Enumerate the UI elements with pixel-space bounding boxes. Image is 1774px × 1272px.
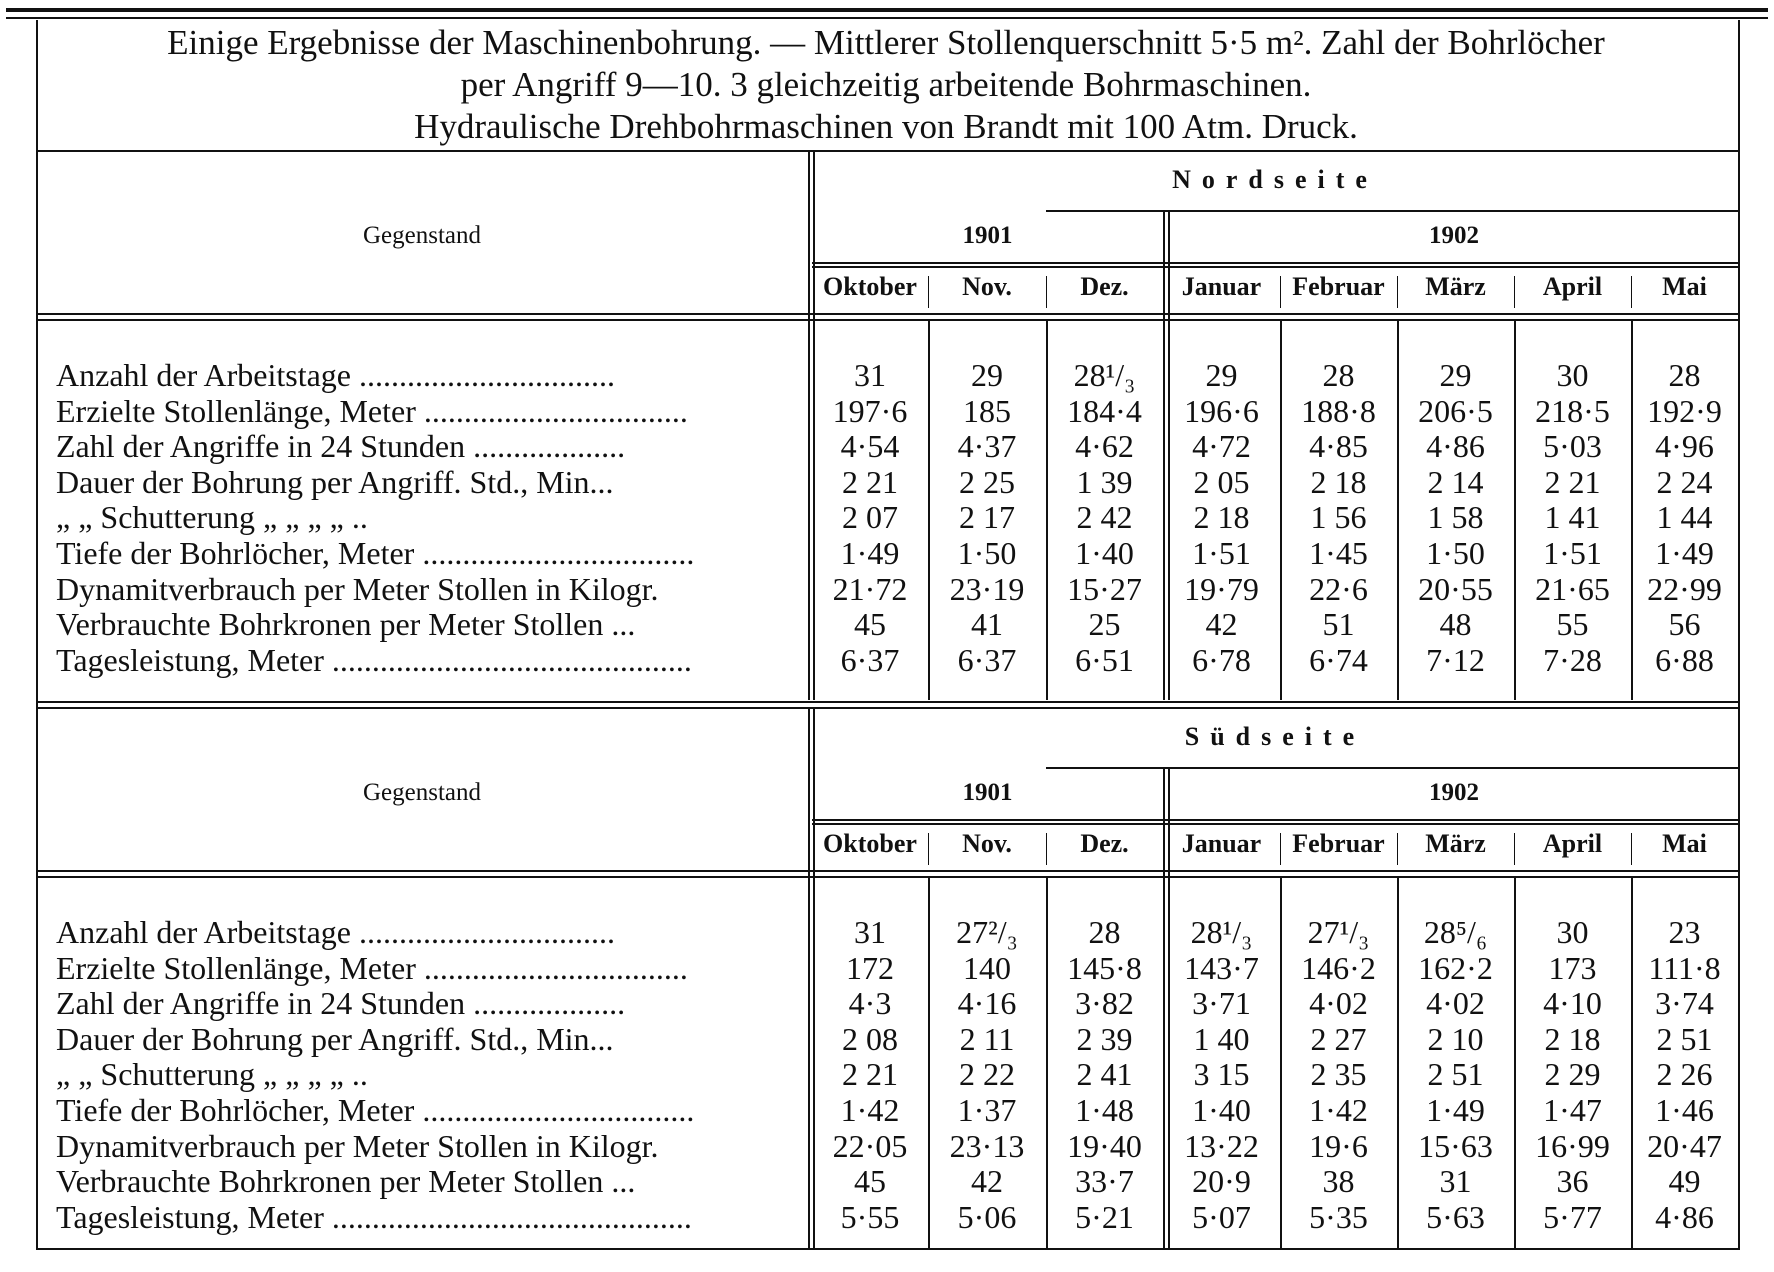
- table-cell: 2 22: [959, 1056, 1015, 1093]
- table-cell: 2 18: [1544, 1020, 1601, 1057]
- table-cell: 1·46: [1655, 1092, 1714, 1128]
- row-label: Dauer der Bohrung per Angriff. Std., Min...: [56, 463, 614, 500]
- year-1901: 1901: [962, 779, 1013, 806]
- month-header: Mai: [1662, 829, 1707, 858]
- table-cell: 28¹/₃: [1073, 357, 1136, 393]
- table-cell: 1 39: [1076, 463, 1133, 500]
- year-rule: [812, 262, 1738, 264]
- row-label: Tagesleistung, Meter .............................................: [56, 641, 692, 678]
- table-cell: 4·37: [957, 428, 1017, 465]
- table-cell: 1·50: [957, 535, 1017, 571]
- table-cell: 28: [1668, 357, 1701, 393]
- table-cell: 1·49: [1655, 535, 1714, 571]
- header-rule-bottom: [36, 870, 1738, 872]
- table-cell: 41: [971, 606, 1003, 643]
- table-cell: 172: [846, 949, 894, 986]
- month-header: März: [1425, 272, 1486, 301]
- month-header: April: [1542, 272, 1603, 301]
- table-cell: 143·7: [1184, 949, 1259, 986]
- table-cell: 2 27: [1310, 1020, 1367, 1057]
- table-cell: 2 26: [1656, 1056, 1713, 1093]
- table-cell: 5·06: [957, 1198, 1017, 1235]
- table-cell: 5·03: [1543, 428, 1602, 465]
- table-cell: 51: [1322, 606, 1355, 643]
- table-cell: 2 21: [1544, 463, 1601, 500]
- row-label: Tiefe der Bohrlöcher, Meter ..................................: [56, 1092, 695, 1128]
- table-cell: 16·99: [1535, 1127, 1610, 1164]
- table-cell: 4·72: [1192, 428, 1251, 465]
- table-cell: 2 41: [1076, 1056, 1133, 1093]
- table-cell: 1 56: [1310, 499, 1367, 536]
- table-cell: 2 21: [842, 1056, 898, 1093]
- table-cell: 2 24: [1656, 463, 1713, 500]
- table-cell: 19·6: [1309, 1127, 1368, 1164]
- table-cell: 15·27: [1067, 570, 1142, 607]
- table-cell: 1·42: [840, 1092, 900, 1128]
- table-cell: 173: [1548, 949, 1597, 986]
- month-header: März: [1425, 829, 1486, 858]
- table-cell: 20·9: [1192, 1163, 1251, 1200]
- table-cell: 28¹/₃: [1190, 914, 1253, 950]
- table-cell: 28: [1088, 914, 1121, 950]
- table-cell: 2 25: [959, 463, 1015, 500]
- table-cell: 1·47: [1543, 1092, 1602, 1128]
- row-label: Verbrauchte Bohrkronen per Meter Stollen ...: [56, 606, 636, 643]
- table-cell: 31: [1439, 1163, 1472, 1200]
- table-cell: 3·82: [1075, 985, 1134, 1022]
- header-rule-bottom-2: [36, 876, 1738, 878]
- table-cell: 31: [854, 357, 886, 393]
- header-rule-bottom-2: [36, 319, 1738, 321]
- top-rule: [6, 8, 1768, 12]
- month-header: Dez.: [1080, 829, 1129, 858]
- table-title: [36, 22, 1736, 148]
- table-cell: 28: [1322, 357, 1355, 393]
- row-label: Erzielte Stollenlänge, Meter .................................: [56, 392, 688, 429]
- gegenstand-header: Gegenstand: [362, 779, 482, 806]
- title-line-2: per Angriff 9—10. 3 gleichzeitig arbeitende Bohrmaschinen.: [460, 65, 1312, 104]
- table-cell: 27²/₃: [956, 914, 1018, 950]
- table-cell: 4·16: [957, 985, 1017, 1022]
- month-header: Dez.: [1080, 272, 1129, 301]
- year-1902: 1902: [1429, 779, 1479, 806]
- table-cell: 6·37: [957, 641, 1017, 678]
- table-cell: 38: [1322, 1163, 1355, 1200]
- table-cell: 1·51: [1192, 535, 1251, 571]
- side-rule: [1046, 210, 1738, 212]
- side-rule: [1046, 767, 1738, 769]
- table-cell: 31: [854, 914, 886, 950]
- table-cell: 48: [1439, 606, 1472, 643]
- table-cell: 23·13: [949, 1127, 1025, 1164]
- month-header: Oktober: [823, 272, 917, 301]
- row-label: Tiefe der Bohrlöcher, Meter ..................................: [56, 535, 695, 571]
- year-1902: 1902: [1429, 222, 1479, 249]
- gegenstand-header: Gegenstand: [362, 222, 482, 249]
- table-cell: 4·62: [1075, 428, 1134, 465]
- table-cell: 2 51: [1656, 1020, 1713, 1057]
- month-header: Oktober: [823, 829, 917, 858]
- table-cell: 1·45: [1309, 535, 1368, 571]
- table-cell: 1·40: [1075, 535, 1134, 571]
- table-cell: 20·47: [1647, 1127, 1722, 1164]
- table-cell: 6·74: [1309, 641, 1368, 678]
- table-cell: 42: [971, 1163, 1003, 1200]
- table-cell: 29: [971, 357, 1003, 393]
- table-cell: 6·88: [1655, 641, 1714, 678]
- table-cell: 7·12: [1426, 641, 1485, 678]
- table-cell: 6·37: [840, 641, 900, 678]
- label-col-rule: [808, 707, 810, 1250]
- table-cell: 1·51: [1543, 535, 1602, 571]
- section-rule-top: [36, 707, 1738, 709]
- table-cell: 1·49: [840, 535, 900, 571]
- row-label: Erzielte Stollenlänge, Meter .................................: [56, 949, 688, 986]
- row-label: Anzahl der Arbeitstage ................................: [56, 357, 615, 393]
- table-cell: 2 07: [842, 499, 898, 536]
- table-cell: 188·8: [1301, 392, 1376, 429]
- table-cell: 23·19: [949, 570, 1025, 607]
- section-rule-top-2: [36, 701, 1738, 703]
- table-cell: 1·50: [1426, 535, 1485, 571]
- year-rule: [812, 819, 1738, 821]
- table-cell: 29: [1439, 357, 1472, 393]
- row-label: Zahl der Angriffe in 24 Stunden ...................: [56, 428, 626, 465]
- table-cell: 5·77: [1543, 1198, 1602, 1235]
- table-cell: 2 08: [842, 1020, 898, 1057]
- month-header: Nov.: [962, 829, 1012, 858]
- table-cell: 145·8: [1067, 949, 1142, 986]
- table-cell: 28⁵/₆: [1423, 914, 1488, 950]
- table-cell: 55: [1556, 606, 1589, 643]
- label-col-rule: [808, 150, 810, 700]
- table-cell: 21·72: [832, 570, 908, 607]
- row-label: „ „ Schutterung „ „ „ „ ..: [56, 499, 368, 536]
- table-cell: 146·2: [1301, 949, 1376, 986]
- month-header: Januar: [1181, 272, 1262, 301]
- table-cell: 4·54: [840, 428, 900, 465]
- side-header: Südseite: [1184, 722, 1366, 751]
- table-cell: 3·71: [1192, 985, 1251, 1022]
- row-label: Zahl der Angriffe in 24 Stunden ...................: [56, 985, 626, 1022]
- month-header: Februar: [1292, 829, 1385, 858]
- top-rule-thin: [6, 17, 1768, 19]
- table-cell: 33·7: [1075, 1163, 1134, 1200]
- table-cell: 196·6: [1184, 392, 1259, 429]
- row-label: Verbrauchte Bohrkronen per Meter Stollen ...: [56, 1163, 636, 1200]
- table-cell: 56: [1668, 606, 1701, 643]
- table-cell: 25: [1088, 606, 1121, 643]
- table-cell: 5·63: [1426, 1198, 1485, 1235]
- table-cell: 3 15: [1193, 1056, 1250, 1093]
- month-header: Januar: [1181, 829, 1262, 858]
- table-cell: 6·51: [1075, 641, 1134, 678]
- table-cell: 36: [1556, 1163, 1589, 1200]
- table-cell: 49: [1668, 1163, 1701, 1200]
- month-header: Februar: [1292, 272, 1385, 301]
- table-cell: 185: [963, 392, 1011, 429]
- table-cell: 2 29: [1544, 1056, 1601, 1093]
- table-cell: 5·21: [1075, 1198, 1134, 1235]
- table-cell: 15·63: [1418, 1127, 1493, 1164]
- title-line-1: Einige Ergebnisse der Maschinenbohrung. — Mittlerer Stollenquerschnitt 5·5 m². Zahl der Bohrlöcher: [167, 23, 1605, 62]
- table-cell: 5·35: [1309, 1198, 1368, 1235]
- table-cell: 23: [1668, 914, 1701, 950]
- table-cell: 1·37: [957, 1092, 1017, 1128]
- row-label: „ „ Schutterung „ „ „ „ ..: [56, 1056, 368, 1093]
- table-cell: 2 10: [1427, 1020, 1484, 1057]
- table-cell: 206·5: [1418, 392, 1493, 429]
- table-cell: 20·55: [1418, 570, 1493, 607]
- table-cell: 4·10: [1543, 985, 1602, 1022]
- table-cell: 2 39: [1076, 1020, 1133, 1057]
- row-label: Tagesleistung, Meter .............................................: [56, 1198, 692, 1235]
- table-cell: 1 44: [1656, 499, 1713, 536]
- table-cell: 2 18: [1193, 499, 1250, 536]
- table-cell: 2 17: [959, 499, 1015, 536]
- table-cell: 4·85: [1309, 428, 1368, 465]
- table-cell: 4·96: [1655, 428, 1714, 465]
- side-header: Nordseite: [1172, 165, 1378, 194]
- table-cell: 1·42: [1309, 1092, 1368, 1128]
- row-label: Dynamitverbrauch per Meter Stollen in Kilogr.: [56, 1127, 659, 1164]
- table-cell: 140: [963, 949, 1011, 986]
- table-cell: 7·28: [1543, 641, 1602, 678]
- table-cell: 27¹/₃: [1307, 914, 1370, 950]
- table-cell: 5·55: [840, 1198, 900, 1235]
- table-cell: 2 11: [959, 1020, 1015, 1057]
- table-cell: 4·3: [848, 985, 892, 1022]
- section-rule-top: [36, 150, 1738, 152]
- table-cell: 22·99: [1647, 570, 1722, 607]
- table-cell: 30: [1556, 357, 1589, 393]
- table-cell: 45: [854, 606, 886, 643]
- month-header: April: [1542, 829, 1603, 858]
- table-cell: 111·8: [1648, 949, 1721, 986]
- table-cell: 45: [854, 1163, 886, 1200]
- table-cell: 4·86: [1426, 428, 1485, 465]
- table-cell: 13·22: [1184, 1127, 1259, 1164]
- table-cell: 42: [1205, 606, 1238, 643]
- table-cell: 6·78: [1192, 641, 1251, 678]
- table-cell: 30: [1556, 914, 1589, 950]
- table-cell: 218·5: [1535, 392, 1610, 429]
- table-cell: 197·6: [832, 392, 908, 429]
- table-cell: 2 18: [1310, 463, 1367, 500]
- month-header: Nov.: [962, 272, 1012, 301]
- table-cell: 1 58: [1427, 499, 1484, 536]
- table-cell: 2 35: [1310, 1056, 1367, 1093]
- table-cell: 192·9: [1647, 392, 1722, 429]
- table-cell: 2 05: [1193, 463, 1250, 500]
- table-cell: 5·07: [1192, 1198, 1251, 1235]
- table-cell: 162·2: [1418, 949, 1493, 986]
- table-cell: 1·48: [1075, 1092, 1134, 1128]
- table-cell: 4·02: [1426, 985, 1485, 1022]
- row-label: Dauer der Bohrung per Angriff. Std., Min...: [56, 1020, 614, 1057]
- table-cell: 2 51: [1427, 1056, 1484, 1093]
- row-label: Anzahl der Arbeitstage ................................: [56, 914, 615, 950]
- year-rule-2: [812, 823, 1738, 825]
- table-cell: 22·05: [832, 1127, 908, 1164]
- table-cell: 21·65: [1535, 570, 1610, 607]
- table-cell: 4·86: [1655, 1198, 1714, 1235]
- table-cell: 19·40: [1067, 1127, 1142, 1164]
- table-cell: 1 41: [1544, 499, 1601, 536]
- table-cell: 4·02: [1309, 985, 1368, 1022]
- table-cell: 1 40: [1193, 1020, 1250, 1057]
- table-cell: 2 42: [1076, 499, 1133, 536]
- table-cell: 19·79: [1184, 570, 1259, 607]
- year-1901: 1901: [962, 222, 1013, 249]
- header-rule-bottom: [36, 313, 1738, 315]
- table-cell: 1·49: [1426, 1092, 1485, 1128]
- table-cell: 22·6: [1309, 570, 1368, 607]
- table-cell: 29: [1205, 357, 1238, 393]
- month-header: Mai: [1662, 272, 1707, 301]
- title-line-3: Hydraulische Drehbohrmaschinen von Brandt mit 100 Atm. Druck.: [414, 107, 1358, 146]
- table-cell: 2 14: [1427, 463, 1484, 500]
- table-cell: 1·40: [1192, 1092, 1251, 1128]
- table-cell: 3·74: [1655, 985, 1714, 1022]
- table-cell: 2 21: [842, 463, 898, 500]
- row-label: Dynamitverbrauch per Meter Stollen in Kilogr.: [56, 570, 659, 607]
- year-rule-2: [812, 266, 1738, 268]
- bottom-rule: [36, 1248, 1738, 1250]
- table-cell: 184·4: [1067, 392, 1142, 429]
